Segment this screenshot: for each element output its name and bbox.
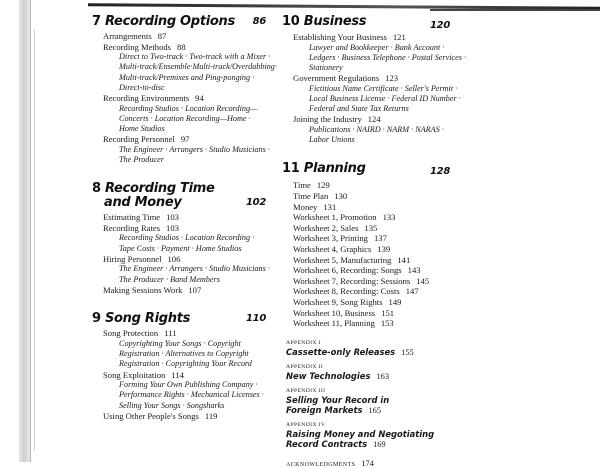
section-entry[interactable] xyxy=(282,308,450,319)
section-page: 121 xyxy=(392,32,406,42)
subtopics-line: Tape Costs · Payment · Home Studios xyxy=(119,243,242,253)
section-entry[interactable] xyxy=(282,297,450,308)
chapter-heading[interactable] xyxy=(282,162,450,176)
appendix-2[interactable] xyxy=(286,363,450,382)
appendix-title: Selling Your Record in xyxy=(286,394,390,405)
section-title: Arrangements xyxy=(103,31,152,41)
section-entry[interactable] xyxy=(282,244,450,255)
binding-line xyxy=(30,0,31,462)
appendix-label: APPENDIX III xyxy=(286,387,326,394)
section-page: 124 xyxy=(367,114,381,125)
top-rule-secondary xyxy=(430,9,600,11)
section-title: Hiring Personnel xyxy=(103,253,162,264)
section-page: 111 xyxy=(164,328,177,339)
subtopics-line: Ledgers · Business Telephone · Postal Services · xyxy=(309,52,467,62)
subtopics-line: Direct-to-disc xyxy=(119,82,165,92)
chapter-title: Business xyxy=(303,14,367,29)
subtopics-line: Direct to Two-track · Two-track with a Mixer · xyxy=(119,52,271,62)
chapter-page: 86 xyxy=(252,16,266,27)
section-title: Worksheet 4, Graphics xyxy=(293,243,372,254)
chapter-8 xyxy=(92,181,270,295)
subtopics-line: The Producer xyxy=(119,155,164,164)
appendix-page: 155 xyxy=(401,347,414,357)
section-title: Joining the Industry xyxy=(293,114,362,125)
section-title: Worksheet 10, Business xyxy=(293,307,376,318)
acknowledgments-entry[interactable] xyxy=(286,459,450,468)
subtopics-line: Publications · NAIRD · NARM · NARAS · xyxy=(309,125,444,134)
chapter-number: 11 xyxy=(282,161,300,177)
section-entry[interactable] xyxy=(92,31,266,42)
section-page: 129 xyxy=(316,180,330,191)
toc-left-column xyxy=(92,14,277,421)
chapter-heading[interactable] xyxy=(92,312,266,326)
appendix-title: Raising Money and Negotiating xyxy=(286,428,435,439)
section-title: Recording Personnel xyxy=(103,134,175,145)
section-title: Estimating Time xyxy=(103,212,161,223)
section-title: Recording Environments xyxy=(103,93,190,103)
section-entry[interactable] xyxy=(282,191,450,202)
section-page: 147 xyxy=(405,286,419,297)
section-title: Worksheet 3, Printing xyxy=(293,233,368,244)
subtopics-line: Multi-track/Premixes and Ping-ponging · xyxy=(119,72,255,82)
appendix-1[interactable] xyxy=(286,339,450,358)
section-page: 139 xyxy=(377,243,391,254)
section-page: 87 xyxy=(157,31,167,41)
section-entry[interactable] xyxy=(92,212,266,223)
chapter-title: Recording Options xyxy=(104,14,235,29)
section-entry[interactable] xyxy=(92,254,266,265)
chapter-number: 7 xyxy=(92,14,101,29)
subtopics-line: Copyrighting Your Songs · Copyright xyxy=(119,338,241,348)
subtopics-line: Lawyer and Bookkeeper · Bank Account · xyxy=(309,42,445,52)
appendix-title: Cassette-only Releases xyxy=(286,346,396,357)
section-entry[interactable] xyxy=(282,233,450,244)
section-title: Worksheet 1, Promotion xyxy=(293,212,377,223)
section-page: 97 xyxy=(180,134,190,145)
section-entry[interactable] xyxy=(282,32,450,43)
acknowledgments-label: ACKNOWLEDGMENTS xyxy=(286,461,356,468)
section-entry[interactable] xyxy=(92,370,266,381)
section-entry[interactable] xyxy=(92,134,266,145)
subtopics-line: Concerts · Location Recording—Home · xyxy=(119,113,251,123)
section-title: Recording Methods xyxy=(103,41,172,52)
subtopics-line: The Producer · Band Members xyxy=(119,274,220,284)
section-entry[interactable] xyxy=(282,202,450,213)
subtopics-line: Registration · Alternatives to Copyright xyxy=(119,349,249,359)
chapter-number: 8 xyxy=(92,181,101,197)
section-title: Making Sessions Work xyxy=(103,284,183,295)
section-title: Song Protection xyxy=(103,328,159,339)
subtopics-line: The Engineer · Arrangers · Studio Musicians · xyxy=(119,144,270,154)
section-entry[interactable] xyxy=(282,180,450,191)
section-entry[interactable] xyxy=(92,223,266,234)
section-entry[interactable] xyxy=(282,318,450,329)
subtopics-line: Recording Studios · Location Recording · xyxy=(119,233,255,243)
section-title: Worksheet 2, Sales xyxy=(293,222,359,233)
appendix-3[interactable] xyxy=(286,387,450,416)
subtopics-line: Fictitious Name Certificate · Seller's Permit · xyxy=(309,83,458,93)
chapter-7 xyxy=(92,14,277,165)
appendix-4[interactable] xyxy=(286,421,450,450)
section-entry[interactable] xyxy=(92,285,266,296)
appendix-title-continued: Record Contracts xyxy=(286,438,368,449)
appendix-label: APPENDIX IV xyxy=(286,421,326,428)
section-page: 137 xyxy=(373,233,387,244)
section-title: Establishing Your Business xyxy=(293,32,387,42)
subtopics-line: Forming Your Own Publishing Company · xyxy=(119,380,258,390)
chapter-9 xyxy=(92,312,266,421)
section-page: 106 xyxy=(167,253,181,264)
chapter-number: 10 xyxy=(282,14,300,29)
section-title: Using Other People's Songs xyxy=(103,410,199,421)
section-title: Song Exploitation xyxy=(103,369,166,380)
section-entry[interactable] xyxy=(282,223,450,234)
acknowledgments-page: 174 xyxy=(361,458,374,468)
appendix-page: 169 xyxy=(373,439,386,449)
chapter-heading[interactable] xyxy=(92,15,266,29)
chapter-number: 9 xyxy=(92,311,101,327)
appendix-title: New Technologies xyxy=(286,370,371,381)
section-entry[interactable] xyxy=(282,255,450,266)
section-page: 130 xyxy=(334,191,348,201)
section-page: 135 xyxy=(364,222,378,233)
subtopics-line: Labor Unions xyxy=(309,135,355,145)
section-page: 107 xyxy=(188,284,202,295)
chapter-11 xyxy=(282,162,450,328)
section-entry[interactable] xyxy=(282,265,450,276)
subtopics-line: Selling Your Songs · Songsharks xyxy=(119,400,225,410)
section-title: Recording Rates xyxy=(103,222,161,233)
section-page: 143 xyxy=(407,265,421,276)
section-entry[interactable] xyxy=(92,42,266,53)
section-page: 103 xyxy=(166,222,179,233)
subtopics-line: Performance Rights · Mechanical Licenses · xyxy=(119,390,264,400)
section-title: Worksheet 9, Song Rights xyxy=(293,296,383,307)
section-page: 153 xyxy=(380,318,394,329)
subtopics-line: Recording Studios · Location Recording— xyxy=(119,103,258,113)
section-entry[interactable] xyxy=(282,114,450,125)
section-title: Worksheet 11, Planning xyxy=(293,318,375,329)
appendix-page: 165 xyxy=(368,405,381,415)
section-title: Government Regulations xyxy=(293,73,380,84)
chapter-heading[interactable] xyxy=(92,182,266,210)
section-page: 119 xyxy=(204,410,218,421)
section-page: 145 xyxy=(416,275,430,286)
appendix-title-continued: Foreign Markets xyxy=(286,404,363,415)
subtopics-line: Multi-track/Ensemble·Multi-track/Overdubbing· xyxy=(119,62,277,72)
subtopics-line: Registration · Copyrighting Your Record xyxy=(119,359,252,369)
section-title: Worksheet 8, Recording: Costs xyxy=(293,286,400,297)
toc-right-column xyxy=(282,14,467,468)
subtopics-line: Federal and State Tax Returns xyxy=(309,104,409,114)
section-title: Time Plan xyxy=(293,191,329,201)
section-page: 114 xyxy=(171,369,184,380)
chapter-page: 128 xyxy=(430,166,450,178)
section-page: 151 xyxy=(381,307,395,318)
chapter-title: Planning xyxy=(303,161,366,177)
section-title: Worksheet 6, Recording: Songs xyxy=(293,265,402,276)
chapter-title: Song Rights xyxy=(104,311,191,327)
section-title: Worksheet 5, Manufacturing xyxy=(293,254,392,265)
appendix-label: APPENDIX II xyxy=(286,363,324,370)
section-title: Time xyxy=(293,180,311,191)
book-binding-edge xyxy=(0,0,36,462)
appendix-label: APPENDIX I xyxy=(286,339,321,346)
chapter-page: 110 xyxy=(246,313,266,325)
section-page: 123 xyxy=(385,73,399,84)
section-entry[interactable] xyxy=(92,411,266,422)
section-page: 103 xyxy=(166,212,179,223)
section-page: 133 xyxy=(382,212,396,223)
appendices xyxy=(282,339,450,468)
chapter-title-continued: and Money xyxy=(104,195,182,211)
subtopics-line: Local Business License · Federal ID Number · xyxy=(309,94,461,103)
section-entry[interactable] xyxy=(282,73,450,84)
section-entry[interactable] xyxy=(92,93,266,104)
subtopics-line: Home Studios xyxy=(119,124,165,133)
section-entry[interactable] xyxy=(282,276,450,287)
section-title: Worksheet 7, Recording: Sessions xyxy=(293,275,411,286)
section-entry[interactable] xyxy=(92,328,266,339)
chapter-page: 120 xyxy=(430,20,450,31)
section-entry[interactable] xyxy=(282,286,450,297)
section-page: 149 xyxy=(388,296,402,307)
chapter-page: 102 xyxy=(246,197,266,209)
section-entry[interactable] xyxy=(282,212,450,223)
chapter-title: Recording Time xyxy=(104,181,215,197)
subtopics-line: Stationery xyxy=(309,63,343,72)
chapter-10 xyxy=(282,14,467,145)
section-page: 94 xyxy=(195,93,204,103)
appendix-page: 163 xyxy=(376,371,390,381)
section-page: 131 xyxy=(323,201,337,212)
chapter-heading[interactable] xyxy=(282,15,450,29)
section-title: Money xyxy=(293,201,318,212)
binding-line xyxy=(34,30,35,450)
section-page: 141 xyxy=(397,254,411,265)
subtopics-line: The Engineer · Arrangers · Studio Musicians · xyxy=(119,264,270,274)
section-page: 88 xyxy=(177,41,186,52)
